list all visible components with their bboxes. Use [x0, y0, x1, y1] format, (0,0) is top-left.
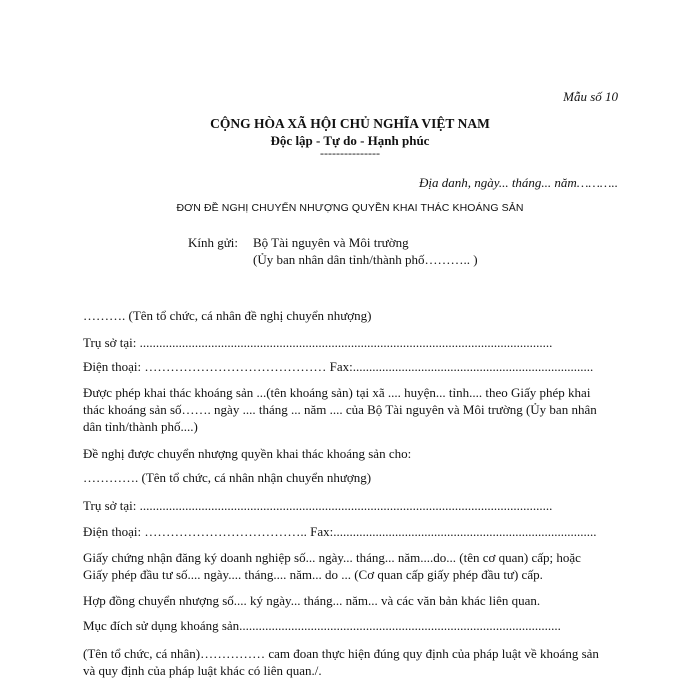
- national-title: CỘNG HÒA XÃ HỘI CHỦ NGHĨA VIỆT NAM: [210, 116, 490, 131]
- motto-divider: ---------------: [320, 146, 380, 160]
- permit-paragraph: Được phép khai thác khoáng sản ...(tên khoáng sản) tại xã .... huyện... tỉnh.... theo Giấy phép khai thác khoáng sản số……. ngày .... tháng ... năm .... của Bộ Tài nguyên và Môi trường (Ủy ban nhân dân tỉnh/thành phố....): [83, 385, 597, 434]
- commitment-paragraph: (Tên tổ chức, cá nhân)…………… cam đoan thực hiện đúng quy định của pháp luật về khoáng sản và quy định của pháp luật khác có liên quan./.: [83, 646, 599, 678]
- transferee-name-line: …………. (Tên tổ chức, cá nhân nhận chuyển nhượng): [83, 470, 372, 485]
- business-certificate-paragraph: Giấy chứng nhận đăng ký doanh nghiệp số... ngày... tháng... năm....do... (tên cơ quan) cấp; hoặc Giấy phép đầu tư số.... ngày.... tháng.... năm... do ... (Cơ quan cấp giấy phép đầu tư) cấp.: [83, 550, 581, 582]
- transferor-address-line: Trụ sở tại: ...............................................................................................................................: [83, 335, 553, 350]
- mineral-purpose-line: Mục đích sử dụng khoáng sản...................................................................................................: [83, 618, 561, 633]
- recipient-line-2: (Ủy ban nhân dân tỉnh/thành phố……….. ): [253, 252, 478, 267]
- recipient-label: Kính gửi:: [188, 235, 239, 250]
- place-date-line: Địa danh, ngày... tháng... năm………..: [419, 175, 618, 190]
- transfer-request-line: Đề nghị được chuyển nhượng quyền khai thác khoáng sản cho:: [83, 446, 412, 461]
- national-motto: Độc lập - Tự do - Hạnh phúc: [270, 133, 430, 148]
- transfer-contract-line: Hợp đồng chuyển nhượng số.... ký ngày... tháng... năm... và các văn bản khác liên quan.: [83, 593, 541, 608]
- document-title: ĐƠN ĐỀ NGHỊ CHUYỂN NHƯỢNG QUYỀN KHAI THÁC KHOÁNG SẢN: [176, 202, 524, 214]
- form-number: Mẫu số 10: [563, 89, 618, 104]
- transferee-phone-fax-line: Điện thoại: ……………………………….. Fax:.................................................................................: [83, 524, 597, 539]
- transferor-phone-fax-line: Điện thoại: …………………………………… Fax:..........................................................................: [83, 359, 594, 374]
- recipient-line-1: Bộ Tài nguyên và Môi trường: [253, 235, 409, 250]
- transferee-address-line: Trụ sở tại: ...............................................................................................................................: [83, 498, 553, 513]
- transferor-name-line: ………. (Tên tổ chức, cá nhân đề nghị chuyển nhượng): [83, 308, 372, 323]
